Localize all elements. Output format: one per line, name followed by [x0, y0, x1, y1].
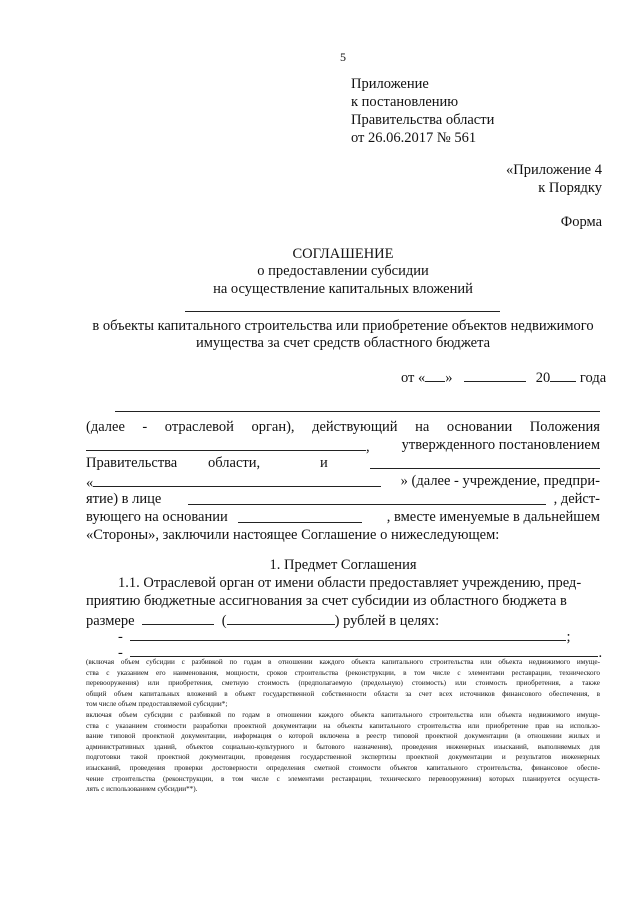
regulation-blank	[86, 437, 366, 451]
party-blank-line	[115, 411, 600, 412]
amount-words-blank	[227, 611, 335, 625]
purpose-blank	[130, 643, 598, 657]
footnote-line: лять с использованием субсидии**).	[86, 785, 198, 794]
body-line: (далее - отраслевой орган), действующий на основании Положения	[86, 419, 600, 435]
body-line: , утвержденного постановлением	[86, 437, 600, 456]
footnote-line: изысканий, проведения проверки достоверности определения сметной стоимости объектов капитального строительства, финансовое обеспе-	[86, 763, 600, 772]
institution-name-blank	[370, 455, 600, 469]
title-sub: имущества за счет средств областного бюджета	[195, 335, 491, 351]
title-sub: о предоставлении субсидии	[257, 263, 429, 279]
amount-blank	[142, 611, 214, 625]
footnote-line: том числе объем предоставляемой субсидии*;	[86, 700, 228, 709]
section-line: размере ( ) рублей в целях:	[86, 613, 440, 629]
footnote-line: административных зданий, объектов социально-культурного и бытового назначения), проведения инженерных изысканий, выполняемых для	[86, 742, 600, 751]
month-blank	[464, 368, 526, 382]
section-line: 1.1. Отраслевой орган от имени области предоставляет учреждению, пред-	[118, 575, 582, 591]
title-sub: на осуществление капитальных вложений	[213, 281, 473, 297]
appendix-line: Правительства области	[351, 112, 495, 128]
footnote-line: вание типовой проектной документации, информация о которой включена в реестр типовой проектной документации (в отношении жилых и	[86, 732, 600, 741]
footnote-line: общий объем капитальных вложений в объект государственной собственности области за счет всех источников финансового обеспечения, в	[86, 689, 600, 698]
year-suffix: года	[579, 370, 607, 386]
section-line: приятию бюджетные ассигнования за счет субсидии из областного бюджета в	[86, 593, 567, 609]
purpose-item: - .	[118, 645, 603, 661]
purpose-blank	[130, 627, 566, 641]
appendix-line: Приложение	[351, 76, 429, 92]
title-main: СОГЛАШЕНИЕ	[292, 246, 394, 262]
appendix4-line: к Порядку	[538, 180, 602, 196]
body-line: «Стороны», заключили настоящее Соглашение о нижеследующем:	[86, 527, 500, 543]
footnote-line: ства с указанием стоимости разработки проектной документации на объекты капитального строительства или приобретение прав на использо-	[86, 721, 600, 730]
date-close-quote: »	[445, 370, 453, 386]
title-blank-line	[185, 311, 500, 312]
form-label: Форма	[560, 214, 602, 230]
section-heading: 1. Предмет Соглашения	[269, 557, 417, 573]
page-number: 5	[340, 50, 346, 64]
institution-blank	[93, 473, 381, 487]
body-line: ятие) в лице , дейст-	[86, 491, 600, 507]
body-line: « » (далее - учреждение, предпри-	[86, 473, 600, 491]
day-blank	[425, 368, 445, 382]
footnote-line: ства с указанием его наименования, мощности, сроков строительства (реконструкции, в том числе с элементами реставрации, технического	[86, 668, 600, 677]
basis-blank	[238, 509, 362, 523]
footnote-line: подготовки такой проектной документации, проведения государственной экспертизы проектной документации и результатов инженерных	[86, 753, 600, 762]
purpose-item: - ;	[118, 629, 571, 645]
body-line: Правительства области, и	[86, 455, 600, 472]
appendix4-line: «Приложение 4	[506, 162, 602, 178]
date-line	[401, 368, 606, 387]
year-blank	[550, 368, 576, 382]
footnote-line: перевооружения) или приобретения, сметную стоимость (предполагаемую (предельную) стоимость) или стоимость приобретения, а также	[86, 679, 600, 688]
year-prefix: 20	[535, 370, 551, 386]
footnote-line: включая объем субсидии с разбивкой по годам в отношении каждого объекта капитального строительства или объекта недвижимого имуще-	[86, 710, 600, 719]
title-sub: в объекты капитального строительства или приобретение объектов недвижимого	[92, 318, 594, 334]
representative-blank	[188, 491, 546, 505]
appendix-line: к постановлению	[351, 94, 459, 110]
footnote-line: (включая объем субсидии с разбивкой по годам в отношении каждого объекта капитального строительства или объекта недвижимого имуще-	[86, 658, 600, 666]
date-prefix: от «	[401, 370, 426, 386]
appendix-line: от 26.06.2017 № 561	[351, 130, 477, 146]
body-line: вующего на основании , вместе именуемые в дальнейшем	[86, 509, 600, 525]
footnote-line: чение строительства (реконструкции, в том числе с элементами реставрации, технического перевооружения) которых планируется осуществ-	[86, 774, 600, 783]
footnote	[86, 657, 600, 795]
